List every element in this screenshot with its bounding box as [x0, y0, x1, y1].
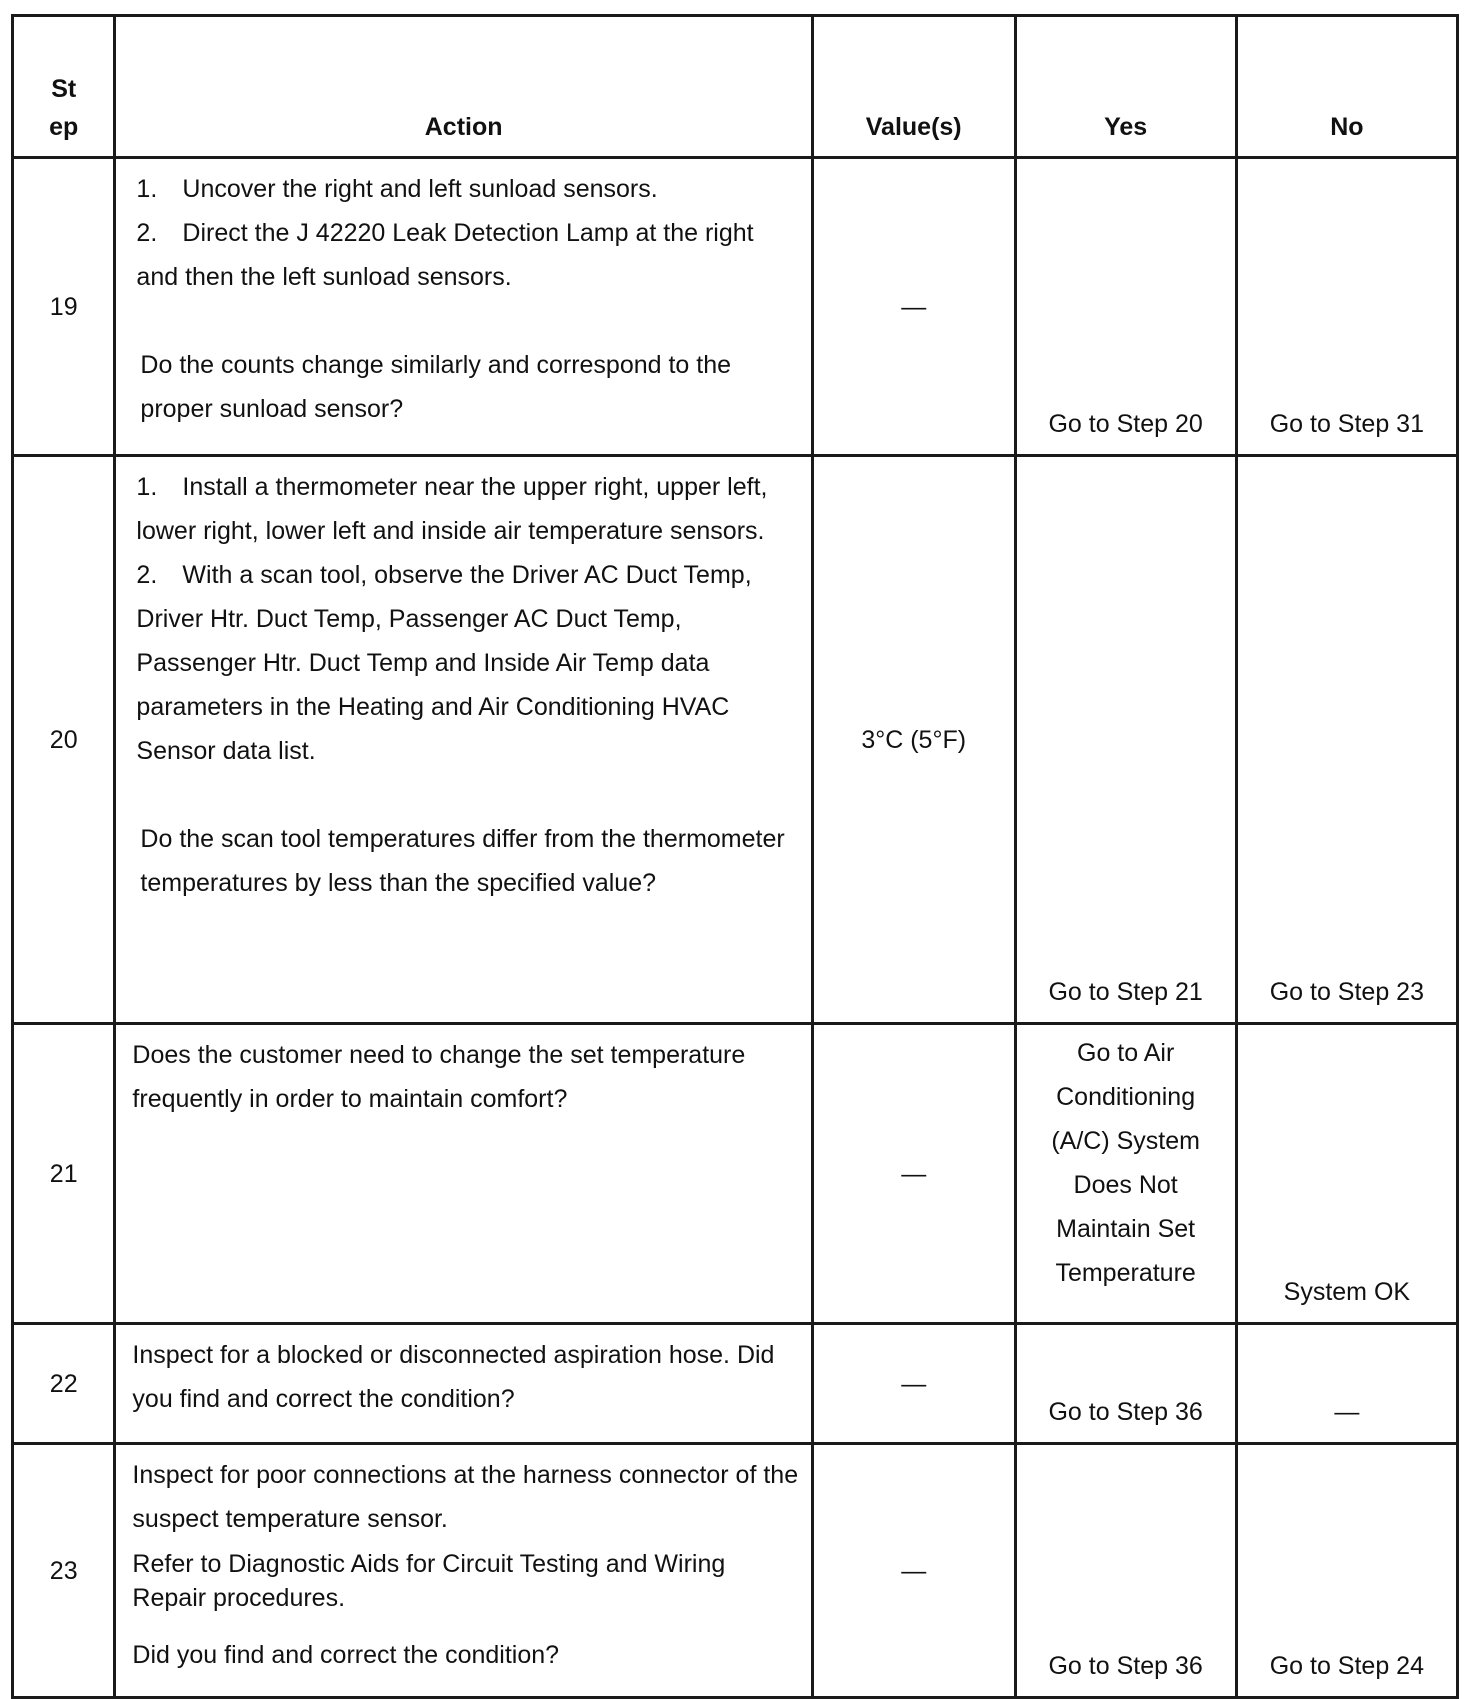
yes-cell: Go to Air Conditioning (A/C) System Does Not Maintain Set Temperature	[1015, 1024, 1236, 1324]
header-row	[13, 16, 1458, 158]
table-row	[13, 1444, 1458, 1698]
step-number: 20	[13, 456, 115, 1024]
action-question: Did you find and correct the condition?	[132, 1641, 560, 1669]
header-step-line1: St	[51, 75, 77, 103]
action-item: 2. With a scan tool, observe the Driver AC Duct Temp, Driver Htr. Duct Temp, Passenger AC Duct Temp, Passenger Htr. Duct Temp and Inside Air Temp data parameters in the Heating and Air Conditioning HVAC Sensor data list.	[136, 561, 752, 765]
header-action: Action	[115, 16, 812, 158]
step-number: 21	[13, 1024, 115, 1324]
diagnostic-table	[11, 14, 1459, 1699]
action-question: Inspect for a blocked or disconnected aspiration hose. Did you find and correct the condition?	[132, 1341, 775, 1413]
action-question: Do the counts change similarly and correspond to the proper sunload sensor?	[140, 351, 732, 423]
action-reference: Refer to Diagnostic Aids for Circuit Testing and Wiring Repair procedures.	[132, 1550, 726, 1612]
action-cell	[115, 456, 812, 1024]
table-row	[13, 158, 1458, 456]
header-no: No	[1236, 16, 1457, 158]
action-question: Do the scan tool temperatures differ from the thermometer temperatures by less than the specified value?	[140, 825, 785, 897]
action-item: 2. Direct the J 42220 Leak Detection Lamp at the right and then the left sunload sensors.	[136, 219, 754, 291]
header-values: Value(s)	[812, 16, 1015, 158]
action-cell	[115, 1324, 812, 1444]
header-step	[13, 16, 115, 158]
action-cell	[115, 1444, 812, 1698]
value-cell: —	[812, 1024, 1015, 1324]
no-cell: —	[1236, 1324, 1457, 1444]
yes-cell: Go to Step 20	[1015, 158, 1236, 456]
value-cell: —	[812, 1324, 1015, 1444]
action-question: Does the customer need to change the set temperature frequently in order to maintain comfort?	[132, 1041, 746, 1113]
step-number: 19	[13, 158, 115, 456]
table-row	[13, 1024, 1458, 1324]
value-cell: —	[812, 1444, 1015, 1698]
yes-cell: Go to Step 21	[1015, 456, 1236, 1024]
no-cell: System OK	[1236, 1024, 1457, 1324]
table-row	[13, 456, 1458, 1024]
value-cell: 3°C (5°F)	[812, 456, 1015, 1024]
yes-cell: Go to Step 36	[1015, 1324, 1236, 1444]
step-number: 22	[13, 1324, 115, 1444]
yes-cell: Go to Step 36	[1015, 1444, 1236, 1698]
no-cell: Go to Step 24	[1236, 1444, 1457, 1698]
value-cell: —	[812, 158, 1015, 456]
no-cell: Go to Step 31	[1236, 158, 1457, 456]
action-item: 1. Uncover the right and left sunload sensors.	[136, 175, 658, 203]
step-number: 23	[13, 1444, 115, 1698]
action-cell	[115, 1024, 812, 1324]
action-cell	[115, 158, 812, 456]
no-cell: Go to Step 23	[1236, 456, 1457, 1024]
header-step-line2: ep	[49, 113, 79, 141]
action-text: Inspect for poor connections at the harness connector of the suspect temperature sensor.	[132, 1461, 799, 1533]
action-item: 1. Install a thermometer near the upper right, upper left, lower right, lower left and inside air temperature sensors.	[136, 473, 768, 545]
header-yes: Yes	[1015, 16, 1236, 158]
table-row	[13, 1324, 1458, 1444]
